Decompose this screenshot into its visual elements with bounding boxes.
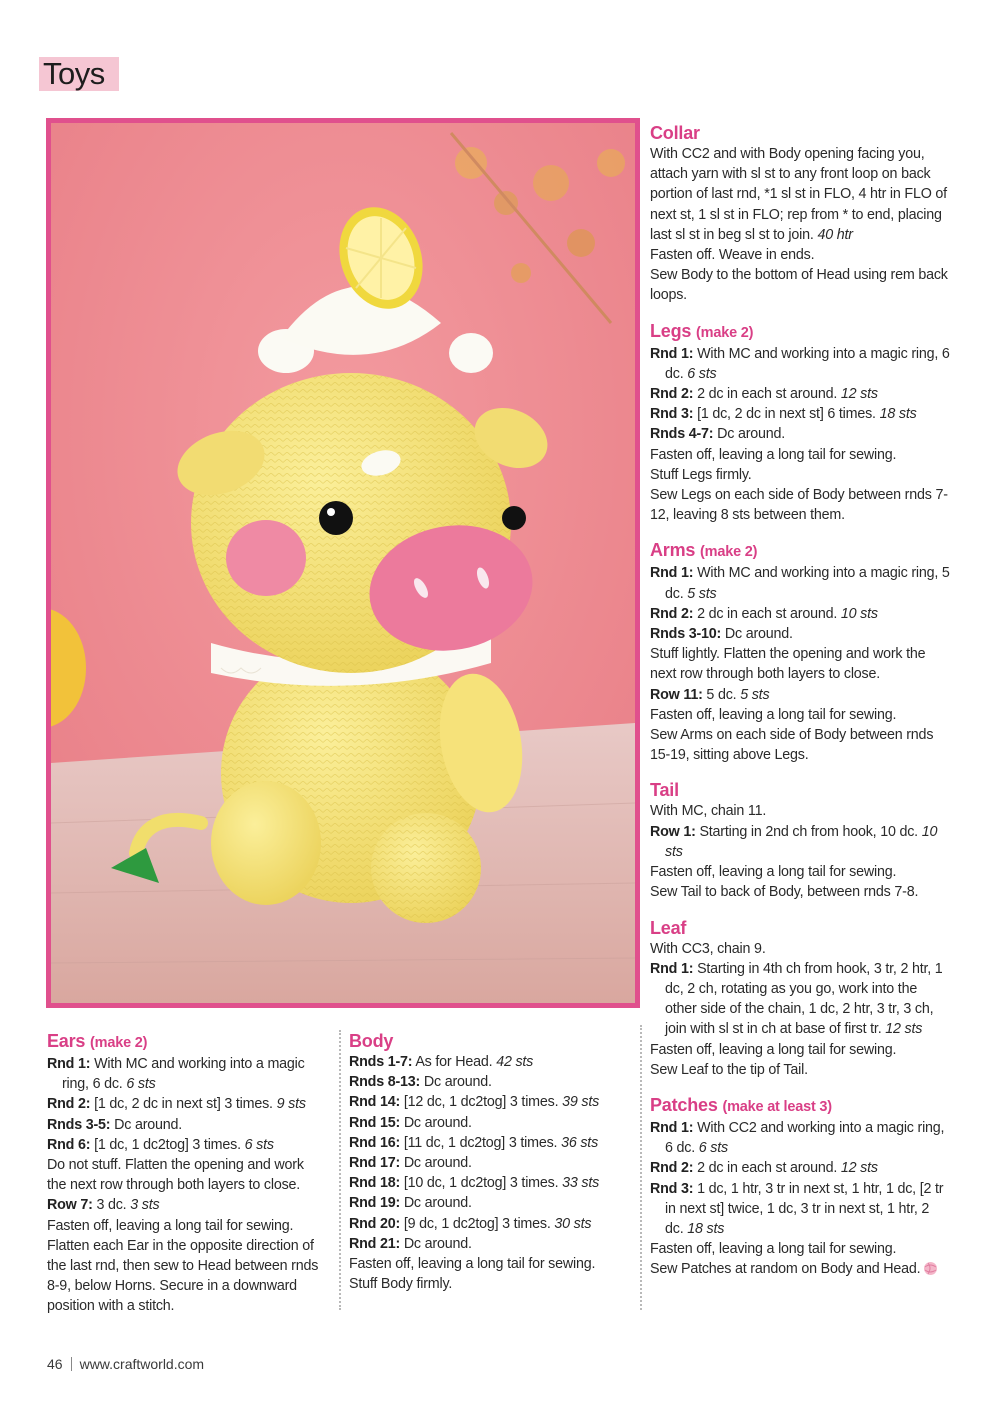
- amigurumi-illustration: [51, 123, 635, 1003]
- ears-flatten: Do not stuff. Flatten the opening and work the next row through both layers to close.: [47, 1157, 304, 1194]
- body-row: Rnds 8-13: Dc around.: [349, 1074, 492, 1091]
- ears-rnd-1: Rnd 1: With MC and working into a magic ring, 6 dc. 6 sts: [47, 1056, 305, 1093]
- tail-chain: With MC, chain 11.: [650, 803, 767, 820]
- column-divider-2: [640, 1025, 642, 1310]
- arms-rnd-2: Rnd 2: 2 dc in each st around. 10 sts: [650, 605, 878, 622]
- legs-fasten: Fasten off, leaving a long tail for sewing.: [650, 446, 897, 463]
- body-row: Rnd 18: [10 dc, 1 dc2tog] 3 times. 33 sts: [349, 1175, 600, 1192]
- footer-separator: [71, 1357, 72, 1371]
- tail-fasten: Fasten off, leaving a long tail for sewing.: [650, 864, 897, 881]
- patches-rnd-2: Rnd 2: 2 dc in each st around. 12 sts: [650, 1160, 878, 1177]
- tail-row-1: Row 1: Starting in 2nd ch from hook, 10 dc. 10 sts: [650, 823, 938, 860]
- leaf-heading: Leaf: [650, 917, 687, 938]
- arms-sew: Sew Arms on each side of Body between rnds 15-19, sitting above Legs.: [650, 727, 934, 764]
- arms-row-11: Row 11: 5 dc. 5 sts: [650, 686, 770, 703]
- leaf-rnd-1: Rnd 1: Starting in 4th ch from hook, 3 tr, 2 htr, 1 dc, 2 ch, rotating as you go, work into the other side of the chain, 1 dc, 2 htr, 3 tr, 3 ch, join with sl st in ch at base of first tr. 12 sts: [650, 960, 943, 1038]
- arms-rnd-3: Rnds 3-10: Dc around.: [650, 626, 793, 643]
- legs-rnd-1: Rnd 1: With MC and working into a magic ring, 6 dc. 6 sts: [650, 345, 950, 382]
- collar-fasten: Fasten off. Weave in ends.: [650, 247, 815, 264]
- legs-stuff: Stuff Legs firmly.: [650, 466, 752, 483]
- arms-rnd-1: Rnd 1: With MC and working into a magic ring, 5 dc. 5 sts: [650, 565, 950, 602]
- legs-heading: Legs (make 2): [650, 320, 754, 341]
- body-column: [349, 1030, 629, 1294]
- patches-rnd-3: Rnd 3: 1 dc, 1 htr, 3 tr in next st, 1 htr, 1 dc, [2 tr in next st] twice, 1 dc, 3 tr in next st, 1 htr, 2 dc. 18 sts: [650, 1180, 944, 1237]
- body-row: Rnd 14: [12 dc, 1 dc2tog] 3 times. 39 sts: [349, 1094, 600, 1111]
- body-stuff: Stuff Body firmly.: [349, 1276, 453, 1293]
- tail-sew: Sew Tail to back of Body, between rnds 7-8.: [650, 884, 919, 901]
- ears-rnd-2: Rnd 2: [1 dc, 2 dc in next st] 3 times. 9 sts: [47, 1096, 306, 1113]
- body-row: Rnd 20: [9 dc, 1 dc2tog] 3 times. 30 sts: [349, 1215, 592, 1232]
- patches-heading: Patches (make at least 3): [650, 1094, 832, 1115]
- ears-fasten: Fasten off, leaving a long tail for sewing. Flatten each Ear in the opposite direction of the last rnd, then sew to Head between rnds 8-9, below Horns. Secure in a downward position with a stitch.: [47, 1217, 319, 1315]
- body-heading: Body: [349, 1031, 394, 1051]
- body-fasten: Fasten off, leaving a long tail for sewing.: [349, 1256, 596, 1273]
- legs-rnd-3: Rnd 3: [1 dc, 2 dc in next st] 6 times. 18 sts: [650, 406, 917, 423]
- tail-heading: Tail: [650, 780, 679, 801]
- arms-heading: Arms (make 2): [650, 540, 758, 561]
- page-number: 46: [47, 1356, 63, 1372]
- body-row: Rnd 15: Dc around.: [349, 1114, 472, 1131]
- section-tag: Toys: [39, 57, 119, 91]
- collar-heading: Collar: [650, 123, 700, 143]
- page-footer: [47, 1356, 204, 1372]
- leaf-chain: With CC3, chain 9.: [650, 940, 766, 957]
- yarn-ball-icon: [923, 1261, 938, 1282]
- legs-rnd-4: Rnds 4-7: Dc around.: [650, 426, 786, 443]
- footer-url[interactable]: www.craftworld.com: [79, 1356, 205, 1372]
- ears-row-7: Row 7: 3 dc. 3 sts: [47, 1197, 160, 1214]
- body-row: Rnd 19: Dc around.: [349, 1195, 472, 1212]
- legs-sew: Sew Legs on each side of Body between rnds 7-12, leaving 8 sts between them.: [650, 487, 948, 524]
- patches-fasten: Fasten off, leaving a long tail for sewing.: [650, 1241, 897, 1258]
- body-row: Rnd 17: Dc around.: [349, 1155, 472, 1172]
- arms-fasten: Fasten off, leaving a long tail for sewing.: [650, 706, 897, 723]
- leaf-sew: Sew Leaf to the tip of Tail.: [650, 1061, 808, 1078]
- legs-rnd-2: Rnd 2: 2 dc in each st around. 12 sts: [650, 386, 878, 403]
- ears-rnd-6: Rnd 6: [1 dc, 1 dc2tog] 3 times. 6 sts: [47, 1136, 274, 1153]
- patches-rnd-1: Rnd 1: With CC2 and working into a magic ring, 6 dc. 6 sts: [650, 1119, 945, 1157]
- collar-instructions: With CC2 and with Body opening facing you, attach yarn with sl st to any front loop on back portion of last rnd, *1 sl st in FLO, 4 htr in FLO of next st, 1 sl st in FLO; rep from * to end, placing last sl st in beg sl st to join. 40 htr: [650, 146, 947, 243]
- body-row: Rnds 1-7: As for Head. 42 sts: [349, 1054, 534, 1070]
- amigurumi-photo: [46, 118, 640, 1008]
- column-divider-1: [339, 1030, 341, 1310]
- arms-stuff: Stuff lightly. Flatten the opening and work the next row through both layers to close.: [650, 646, 926, 683]
- body-row: Rnd 16: [11 dc, 1 dc2tog] 3 times. 36 sts: [349, 1134, 599, 1151]
- collar-sew: Sew Body to the bottom of Head using rem back loops.: [650, 267, 948, 304]
- patches-sew: Sew Patches at random on Body and Head.: [650, 1259, 950, 1282]
- ears-column: [47, 1030, 325, 1317]
- ears-heading: Ears (make 2): [47, 1031, 148, 1051]
- ears-rnd-3: Rnds 3-5: Dc around.: [47, 1116, 183, 1133]
- right-column: [650, 122, 950, 1283]
- leaf-fasten: Fasten off, leaving a long tail for sewing.: [650, 1041, 897, 1058]
- body-row: Rnd 21: Dc around.: [349, 1235, 472, 1252]
